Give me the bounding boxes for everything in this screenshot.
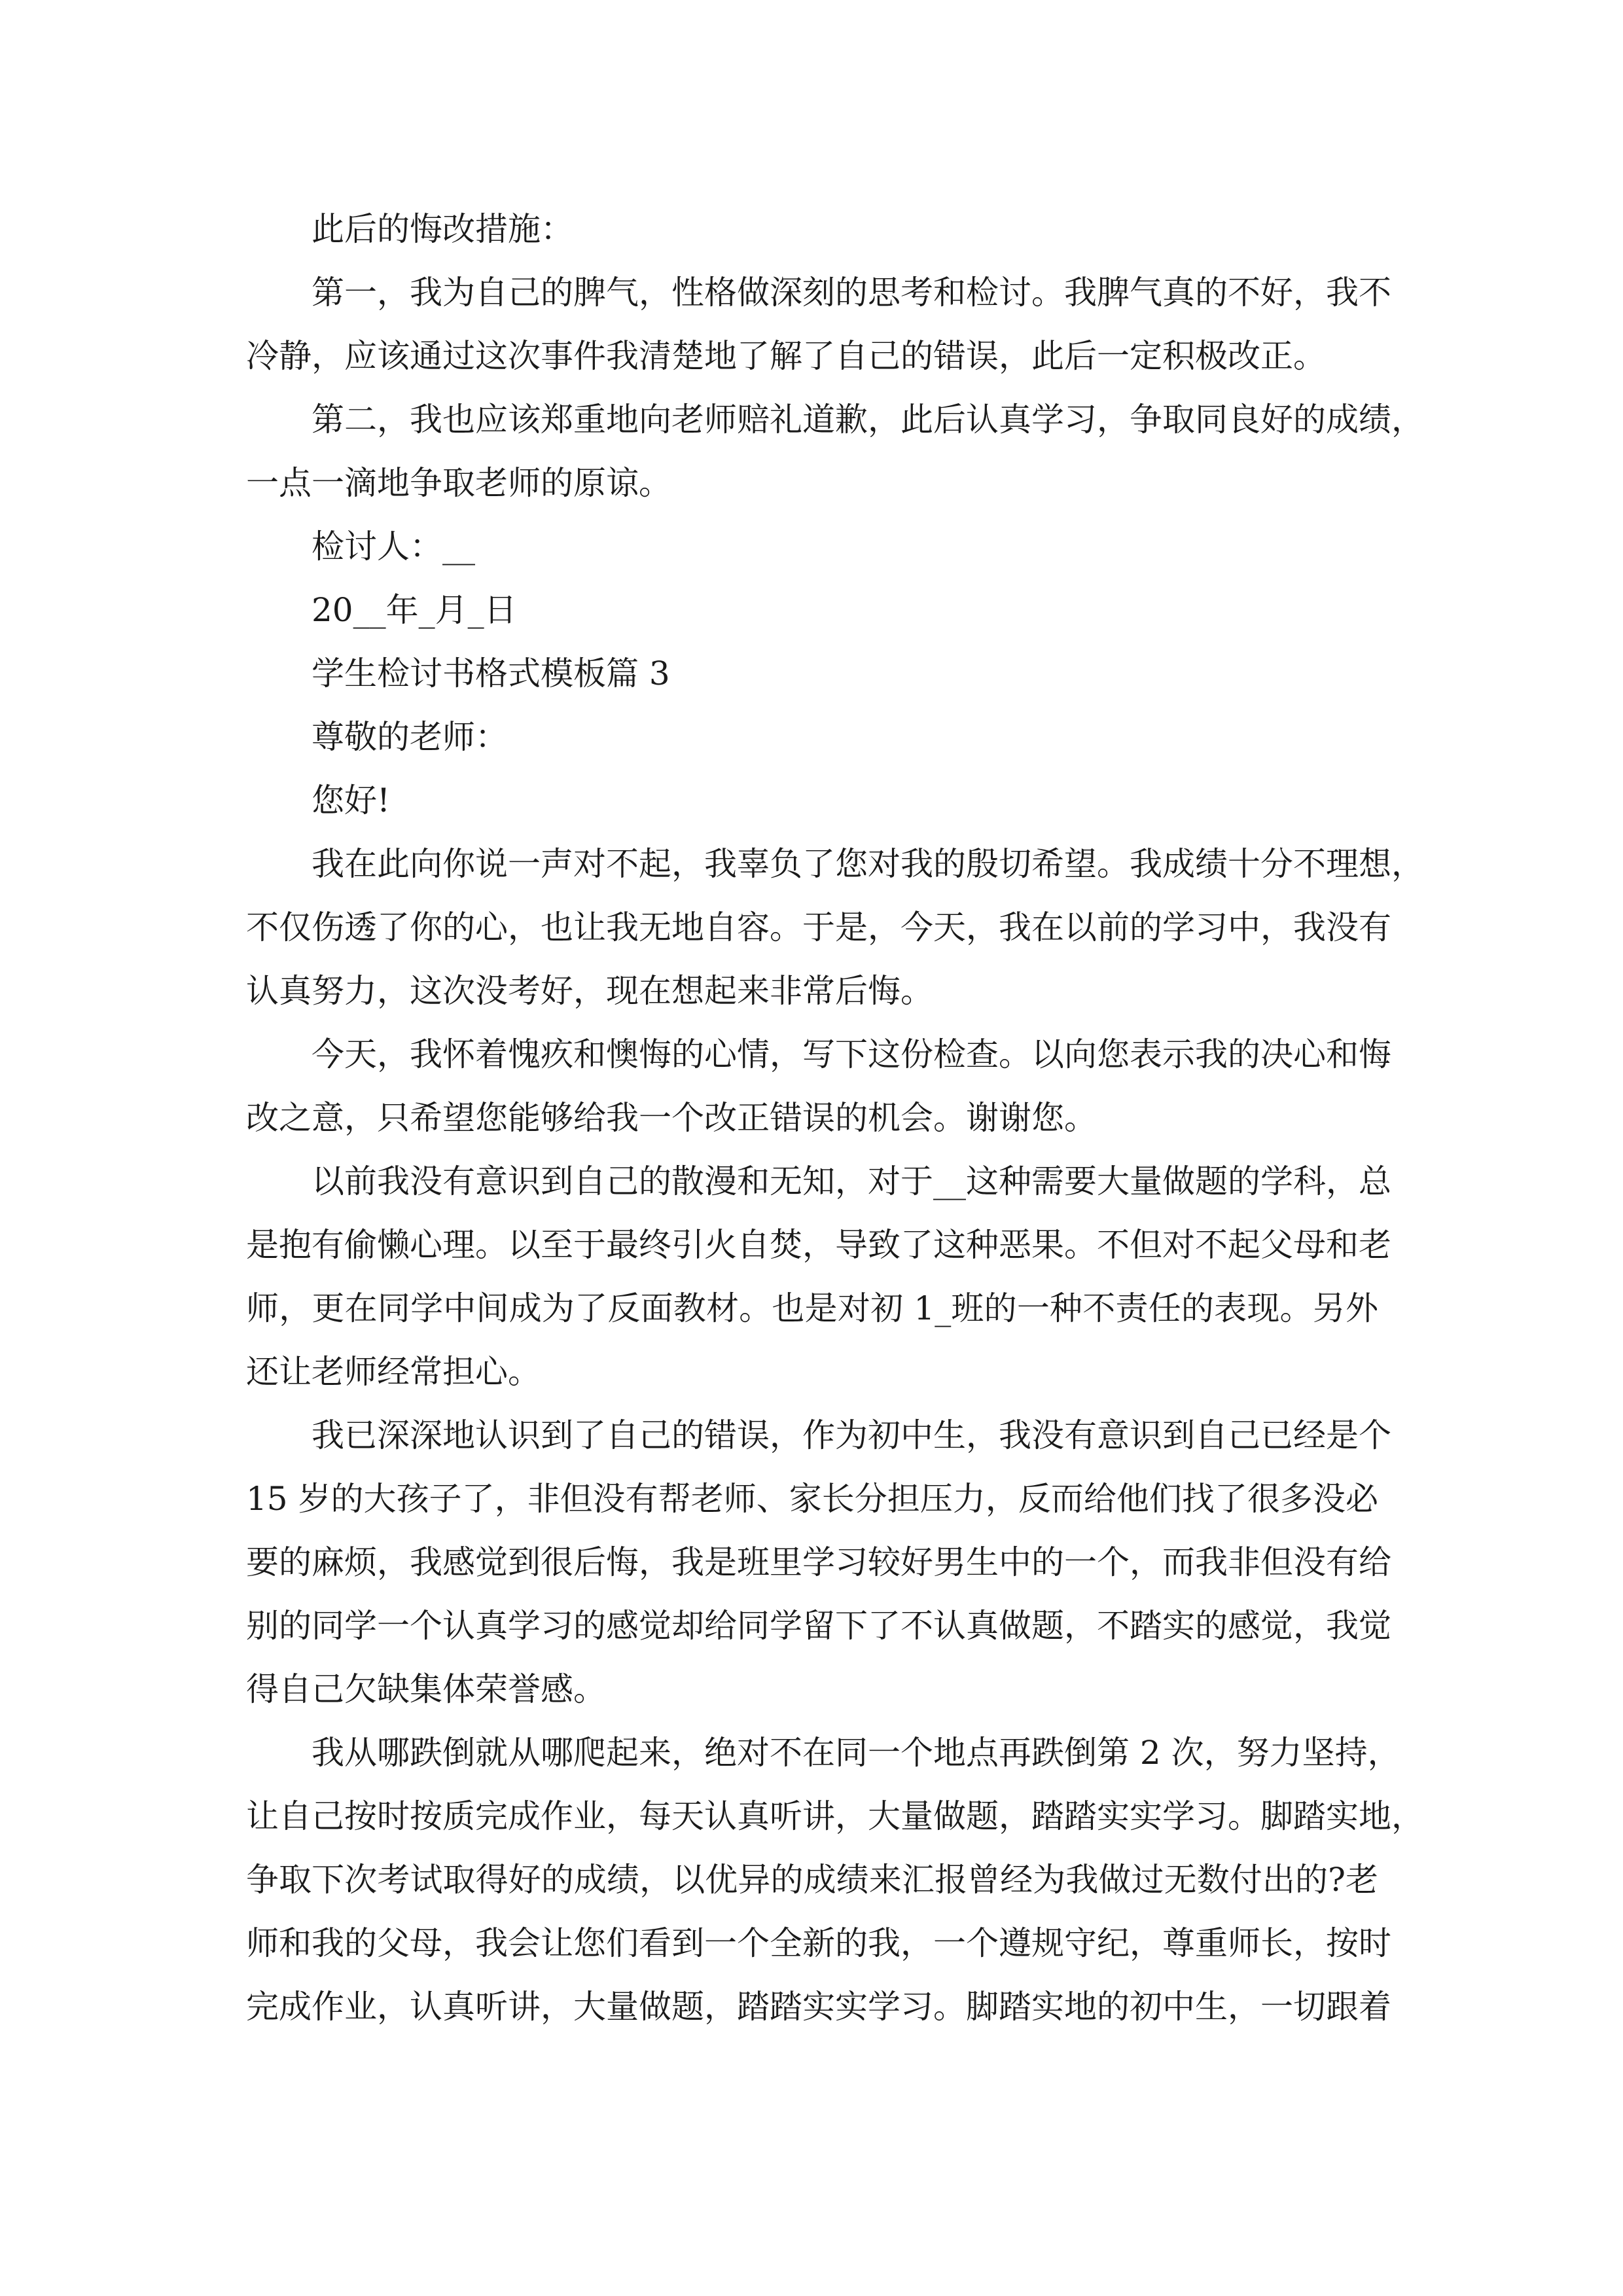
- text-line: 以前我没有意识到自己的散漫和无知，对于__这种需要大量做题的学科，总: [312, 1162, 1391, 1200]
- text-line: 要的麻烦，我感觉到很后悔，我是班里学习较好男生中的一个，而我非但没有给: [246, 1543, 1391, 1581]
- text-line: 是抱有偷懒心理。以至于最终引火自焚，导致了这种恶果。不但对不起父母和老: [246, 1226, 1391, 1264]
- text-line: 第一，我为自己的脾气，性格做深刻的思考和检讨。我脾气真的不好，我不: [312, 274, 1391, 312]
- text-line: 争取下次考试取得好的成绩，以优异的成绩来汇报曾经为我做过无数付出的?老: [246, 1861, 1378, 1899]
- date-line: 20__年_月_日: [312, 591, 517, 629]
- text-line: 第二，我也应该郑重地向老师赔礼道歉，此后认真学习，争取同良好的成绩，: [312, 401, 1424, 439]
- text-line: 师，更在同学中间成为了反面教材。也是对初 1_班的一种不责任的表现。另外: [246, 1289, 1378, 1327]
- text-line: 得自己欠缺集体荣誉感。: [246, 1670, 606, 1708]
- text-line: 还让老师经常担心。: [246, 1353, 541, 1391]
- text-line: 我已深深地认识到了自己的错误，作为初中生，我没有意识到自己已经是个: [312, 1416, 1391, 1454]
- signature-line: 检讨人：__: [312, 528, 475, 565]
- text-line: 今天，我怀着愧疚和懊悔的心情，写下这份检查。以向您表示我的决心和悔: [312, 1035, 1391, 1073]
- text-line: 不仅伤透了你的心，也让我无地自容。于是，今天，我在以前的学习中，我没有: [246, 908, 1391, 946]
- text-line: 一点一滴地争取老师的原谅。: [246, 464, 671, 502]
- salutation: 尊敬的老师：: [312, 718, 508, 756]
- text-line: 改之意，只希望您能够给我一个改正错误的机会。谢谢您。: [246, 1099, 1097, 1137]
- section-title: 学生检讨书格式模板篇 3: [312, 655, 670, 692]
- text-line: 别的同学一个认真学习的感觉却给同学留下了不认真做题，不踏实的感觉，我觉: [246, 1607, 1391, 1645]
- text-line: 让自己按时按质完成作业，每天认真听讲，大量做题，踏踏实实学习。脚踏实地，: [246, 1797, 1424, 1835]
- text-line: 15 岁的大孩子了，非但没有帮老师、家长分担压力，反而给他们找了很多没必: [246, 1480, 1378, 1518]
- text-line: 此后的悔改措施：: [312, 210, 573, 248]
- greeting: 您好!: [312, 781, 391, 819]
- text-line: 冷静，应该通过这次事件我清楚地了解了自己的错误，此后一定积极改正。: [246, 337, 1326, 375]
- text-line: 师和我的父母，我会让您们看到一个全新的我，一个遵规守纪，尊重师长，按时: [246, 1924, 1391, 1962]
- text-line: 我从哪跌倒就从哪爬起来，绝对不在同一个地点再跌倒第 2 次，努力坚持，: [312, 1734, 1400, 1772]
- document-body: [246, 198, 1424, 2039]
- text-line: 认真努力，这次没考好，现在想起来非常后悔。: [246, 972, 933, 1010]
- text-line: 我在此向你说一声对不起，我辜负了您对我的殷切希望。我成绩十分不理想，: [312, 845, 1424, 883]
- text-line: 完成作业，认真听讲，大量做题，踏踏实实学习。脚踏实地的初中生，一切跟着: [246, 1988, 1391, 2026]
